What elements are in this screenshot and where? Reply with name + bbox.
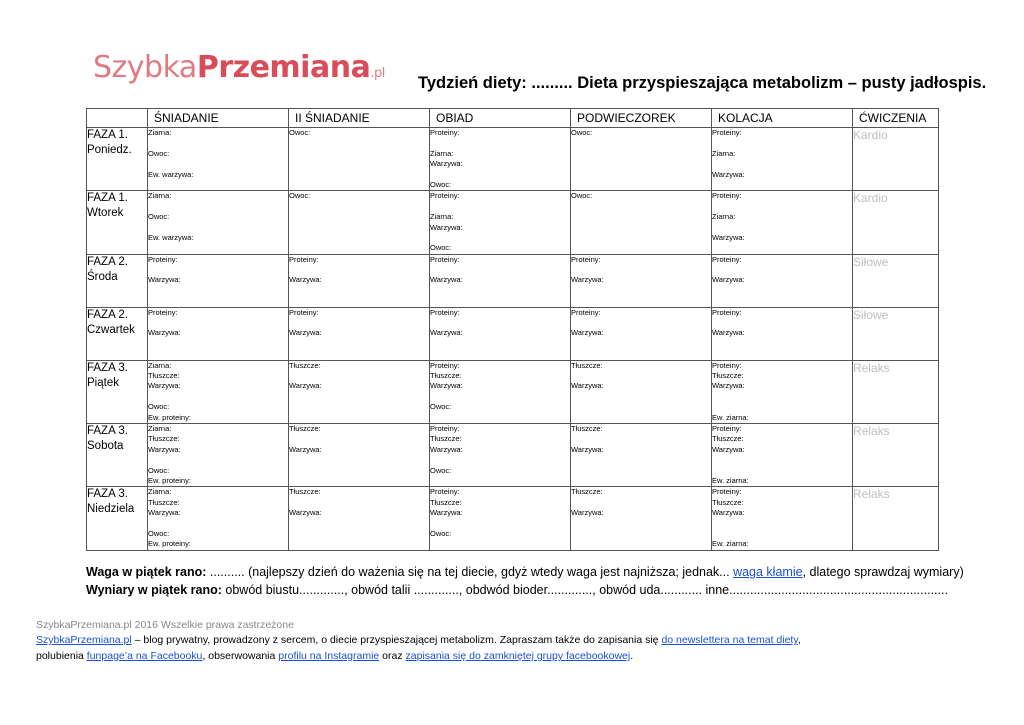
- footer-text: oraz: [379, 650, 406, 662]
- phase-label: FAZA 1.: [87, 192, 128, 205]
- meal-field-label: [712, 265, 852, 275]
- meal-field-label: Owoc:: [148, 402, 170, 412]
- meal-field-label: Warzywa:: [712, 169, 745, 179]
- meal-cell[interactable]: [289, 487, 430, 550]
- meal-field-label: [148, 392, 288, 402]
- meal-field-label: Warzywa:: [148, 275, 181, 285]
- meal-cell[interactable]: [571, 360, 712, 423]
- meal-field-label: [571, 498, 711, 508]
- meal-field-label: [712, 402, 852, 412]
- meal-cell[interactable]: [712, 487, 853, 550]
- meal-field-label: Proteiny:: [430, 424, 460, 434]
- meal-field-label: Warzywa:: [148, 444, 181, 454]
- meal-field-label: [571, 434, 711, 444]
- meal-cell[interactable]: [712, 254, 853, 307]
- meal-field-label: [430, 138, 570, 148]
- meal-cell[interactable]: [289, 254, 430, 307]
- meal-field-label: Warzywa:: [430, 159, 463, 169]
- meal-cell[interactable]: [430, 360, 571, 423]
- meal-field-label: Owoc:: [571, 128, 593, 137]
- meal-field-label: Warzywa:: [571, 444, 604, 454]
- meal-field-label: Tłuszcze:: [148, 371, 180, 381]
- meal-field-label: [148, 455, 288, 465]
- meal-field-label: [148, 138, 288, 148]
- meal-field-label: Ziarna:: [712, 148, 736, 158]
- meal-field-label: Proteiny:: [430, 307, 460, 317]
- meal-cell[interactable]: [289, 191, 430, 254]
- meal-field-label: Warzywa:: [430, 444, 463, 454]
- meal-cell[interactable]: [712, 424, 853, 487]
- footer-text: – blog prywatny, prowadzony z sercem, o diecie przyspieszającej metabolizm. Zapraszam także do zapisania się: [131, 634, 662, 646]
- phase-label: FAZA 2.: [87, 255, 128, 268]
- meal-field-label: [571, 265, 711, 275]
- meal-field-label: [712, 455, 852, 465]
- meal-field-label: Proteiny:: [430, 487, 460, 497]
- meal-field-label: Proteiny:: [430, 191, 460, 201]
- meal-cell[interactable]: [430, 128, 571, 191]
- site-link[interactable]: SzybkaPrzemiana.pl: [36, 634, 132, 646]
- day-cell: [87, 487, 148, 550]
- weight-line: [86, 565, 964, 579]
- footer-copyright: SzybkaPrzemiana.pl 2016 Wszelkie prawa zastrzeżone: [36, 619, 294, 631]
- meal-field-label: Tłuszcze:: [148, 434, 180, 444]
- meal-field-label: Ew. ziarna:: [712, 475, 749, 485]
- exercise-cell[interactable]: Kardio: [853, 191, 939, 254]
- meal-cell[interactable]: [148, 487, 289, 550]
- meal-field-label: Warzywa:: [712, 381, 745, 391]
- meal-field-label: [430, 392, 570, 402]
- meal-field-label: [430, 233, 570, 243]
- meal-cell[interactable]: [571, 128, 712, 191]
- newsletter-link[interactable]: do newslettera na temat diety: [661, 634, 798, 646]
- meal-field-label: Proteiny:: [712, 191, 742, 201]
- meal-cell[interactable]: [430, 307, 571, 360]
- meal-cell[interactable]: [148, 424, 289, 487]
- meal-field-label: Warzywa:: [712, 232, 745, 242]
- meal-field-label: Warzywa:: [430, 275, 463, 285]
- meal-field-label: [712, 392, 852, 402]
- meal-field-label: Tłuszcze:: [712, 371, 744, 381]
- logo-part-1: Szybka: [93, 50, 197, 85]
- meal-field-label: Tłuszcze:: [289, 360, 321, 370]
- logo-part-2: Przemiana: [196, 50, 371, 85]
- waga-klamie-link[interactable]: waga kłamie: [733, 565, 803, 579]
- meal-field-label: Proteiny:: [712, 360, 742, 370]
- logo: [93, 50, 385, 85]
- meal-field-label: [430, 455, 570, 465]
- meal-field-label: Warzywa:: [289, 381, 322, 391]
- day-label: Środa: [87, 270, 118, 283]
- table-row: [87, 128, 939, 191]
- meal-field-label: Owoc:: [430, 465, 452, 475]
- meal-field-label: Owoc:: [430, 402, 452, 412]
- meal-cell[interactable]: [712, 360, 853, 423]
- column-header: PODWIECZOREK: [571, 109, 712, 128]
- meal-field-label: Owoc:: [430, 179, 452, 189]
- meal-field-label: Warzywa:: [289, 508, 322, 518]
- meal-cell[interactable]: [148, 128, 289, 191]
- page-title: Tydzień diety: ......... Dieta przyspieszająca metabolizm – pusty jadłospis.: [418, 74, 987, 92]
- meal-field-label: Warzywa:: [430, 328, 463, 338]
- meal-field-label: Ew. proteiny:: [148, 539, 191, 549]
- meal-field-label: Owoc:: [289, 128, 311, 137]
- meal-field-label: Warzywa:: [712, 508, 745, 518]
- meal-field-label: Tłuszcze:: [430, 371, 462, 381]
- meal-cell[interactable]: [571, 487, 712, 550]
- weight-label: Waga w piątek rano:: [86, 565, 207, 579]
- day-cell: [87, 191, 148, 254]
- meal-field-label: Tłuszcze:: [289, 487, 321, 497]
- footer-line-3: [36, 650, 633, 662]
- day-label: Piątek: [87, 376, 119, 389]
- meal-cell[interactable]: [712, 191, 853, 254]
- meal-field-label: Proteiny:: [430, 128, 460, 137]
- table-row: [87, 424, 939, 487]
- column-header: OBIAD: [430, 109, 571, 128]
- meal-field-label: [430, 519, 570, 529]
- facebook-group-link[interactable]: zapisania się do zamkniętej grupy facebookowej: [405, 650, 631, 662]
- meal-field-label: Warzywa:: [148, 328, 181, 338]
- meal-field-label: Ziarna:: [712, 212, 736, 222]
- measures-label: Wyniary w piątek rano:: [86, 583, 222, 597]
- column-header: II ŚNIADANIE: [289, 109, 430, 128]
- footer-punct: .: [630, 650, 634, 662]
- facebook-link[interactable]: funpage’a na Facebooku: [86, 650, 203, 662]
- column-header: KOLACJA: [712, 109, 853, 128]
- meal-cell[interactable]: [148, 254, 289, 307]
- meal-field-label: Owoc:: [148, 465, 170, 475]
- meal-field-label: [148, 159, 288, 169]
- day-label: Niedziela: [87, 503, 135, 516]
- meal-field-label: [430, 170, 570, 180]
- meal-field-label: Owoc:: [148, 212, 170, 222]
- meal-field-label: [712, 529, 852, 539]
- meal-field-label: Owoc:: [571, 191, 593, 201]
- meal-field-label: Tłuszcze:: [148, 497, 180, 507]
- meal-cell[interactable]: [430, 191, 571, 254]
- meal-field-label: Ziarna:: [430, 148, 454, 158]
- meal-field-label: Warzywa:: [148, 381, 181, 391]
- meal-field-label: Warzywa:: [148, 508, 181, 518]
- meal-field-label: [430, 265, 570, 275]
- column-header: ŚNIADANIE: [148, 109, 289, 128]
- meal-field-label: Warzywa:: [712, 328, 745, 338]
- meal-field-label: [148, 519, 288, 529]
- exercise-cell[interactable]: Relaks: [853, 487, 939, 550]
- meal-field-label: [712, 466, 852, 476]
- meal-field-label: [712, 138, 852, 148]
- meal-field-label: Ziarna:: [148, 487, 172, 497]
- day-label: Wtorek: [87, 207, 124, 220]
- meal-field-label: Ziarna:: [148, 424, 172, 434]
- meal-field-label: Proteiny:: [430, 254, 460, 264]
- meal-cell[interactable]: [148, 191, 289, 254]
- day-cell: [87, 360, 148, 423]
- meal-field-label: Ew. proteiny:: [148, 475, 191, 485]
- meal-field-label: Warzywa:: [571, 508, 604, 518]
- meal-field-label: [712, 202, 852, 212]
- meal-cell[interactable]: [712, 128, 853, 191]
- meal-field-label: Warzywa:: [289, 328, 322, 338]
- meal-cell[interactable]: [571, 307, 712, 360]
- meal-cell[interactable]: [289, 307, 430, 360]
- footer-punct: ,: [797, 634, 801, 646]
- meal-field-label: [712, 519, 852, 529]
- meal-field-label: [712, 318, 852, 328]
- meal-field-label: Owoc:: [148, 148, 170, 158]
- meal-field-label: Warzywa:: [430, 381, 463, 391]
- phase-label: FAZA 3.: [87, 425, 128, 438]
- meal-field-label: Warzywa:: [571, 328, 604, 338]
- meal-field-label: Warzywa:: [430, 508, 463, 518]
- table-row: [87, 191, 939, 254]
- day-cell: [87, 254, 148, 307]
- day-cell: [87, 307, 148, 360]
- measures-text: obwód biustu............., obwód talii ............., obdwód bioder............., obwód uda............ inne...............................................................: [221, 583, 948, 597]
- meal-field-label: Proteiny:: [148, 307, 178, 317]
- meal-field-label: [148, 265, 288, 275]
- meal-field-label: Proteiny:: [712, 254, 742, 264]
- column-header: [87, 109, 148, 128]
- meal-field-label: Warzywa:: [712, 444, 745, 454]
- meal-field-label: [148, 202, 288, 212]
- instagram-link[interactable]: profilu na Instagramie: [278, 650, 380, 662]
- exercise-cell[interactable]: Relaks: [853, 360, 939, 423]
- day-label: Sobota: [87, 440, 124, 453]
- meal-field-label: [289, 434, 429, 444]
- meal-field-label: [289, 318, 429, 328]
- meal-field-label: Ew. warzywa:: [148, 232, 194, 242]
- meal-field-label: Ziarna:: [148, 191, 172, 201]
- meal-cell[interactable]: [430, 254, 571, 307]
- table-header-row: [87, 109, 939, 128]
- meal-field-label: Owoc:: [430, 528, 452, 538]
- meal-cell[interactable]: [571, 254, 712, 307]
- meal-cell[interactable]: [571, 191, 712, 254]
- meal-field-label: Proteiny:: [712, 424, 742, 434]
- meal-field-label: Proteiny:: [571, 254, 601, 264]
- meal-field-label: Warzywa:: [712, 275, 745, 285]
- table-row: [87, 307, 939, 360]
- meal-field-label: [712, 159, 852, 169]
- meal-field-label: Proteiny:: [571, 307, 601, 317]
- meal-field-label: Warzywa:: [289, 444, 322, 454]
- table-row: [87, 254, 939, 307]
- meal-cell[interactable]: [430, 424, 571, 487]
- meal-cell[interactable]: [289, 128, 430, 191]
- meal-field-label: Tłuszcze:: [430, 434, 462, 444]
- exercise-cell[interactable]: Siłowe: [853, 307, 939, 360]
- phase-label: FAZA 1.: [87, 129, 128, 141]
- meal-field-label: Ziarna:: [430, 212, 454, 222]
- day-cell: [87, 424, 148, 487]
- meal-field-label: Proteiny:: [148, 254, 178, 264]
- phase-label: FAZA 3.: [87, 488, 128, 501]
- table-row: [87, 487, 939, 550]
- exercise-cell[interactable]: Siłowe: [853, 254, 939, 307]
- exercise-cell[interactable]: Relaks: [853, 424, 939, 487]
- meal-field-label: Ziarna:: [148, 128, 172, 137]
- meal-field-label: Ew. warzywa:: [148, 169, 194, 179]
- meal-field-label: [148, 223, 288, 233]
- meal-field-label: Warzywa:: [289, 275, 322, 285]
- day-label: Poniedz.: [87, 144, 132, 156]
- meal-field-label: [430, 318, 570, 328]
- logo-part-3: .pl: [370, 66, 385, 81]
- meal-cell[interactable]: [712, 307, 853, 360]
- meal-field-label: Ew. proteiny:: [148, 412, 191, 422]
- weight-text-end: , dlatego sprawdzaj wymiary): [802, 565, 964, 579]
- day-cell: [87, 128, 148, 191]
- meal-field-label: [289, 498, 429, 508]
- meal-field-label: Proteiny:: [712, 307, 742, 317]
- meal-field-label: [571, 371, 711, 381]
- phase-label: FAZA 3.: [87, 361, 128, 374]
- meal-cell[interactable]: [289, 360, 430, 423]
- table-row: [87, 360, 939, 423]
- meal-field-label: [148, 318, 288, 328]
- meal-field-label: Tłuszcze:: [571, 360, 603, 370]
- meal-field-label: [430, 202, 570, 212]
- meal-field-label: [289, 265, 429, 275]
- meal-field-label: Proteiny:: [289, 307, 319, 317]
- meal-field-label: Proteiny:: [289, 254, 319, 264]
- phase-label: FAZA 2.: [87, 308, 128, 321]
- measures-line: [86, 583, 948, 597]
- meal-field-label: [289, 371, 429, 381]
- meal-field-label: Tłuszcze:: [571, 487, 603, 497]
- meal-field-label: Tłuszcze:: [571, 424, 603, 434]
- meal-cell[interactable]: [148, 360, 289, 423]
- meal-cell[interactable]: [430, 487, 571, 550]
- meal-field-label: Tłuszcze:: [712, 497, 744, 507]
- weight-text: .......... (najlepszy dzień do ważenia się na tej diecie, gdyż wtedy waga jest najniższa; jednak...: [206, 565, 734, 579]
- meal-field-label: Owoc:: [430, 243, 452, 253]
- meal-field-label: [712, 223, 852, 233]
- meal-field-label: Tłuszcze:: [289, 424, 321, 434]
- footer-text: , obserwowania: [202, 650, 279, 662]
- meal-field-label: Proteiny:: [712, 487, 742, 497]
- meal-field-label: Tłuszcze:: [712, 434, 744, 444]
- exercise-cell[interactable]: Kardio: [853, 128, 939, 191]
- meal-field-label: Tłuszcze:: [430, 497, 462, 507]
- meal-field-label: Warzywa:: [571, 275, 604, 285]
- meal-field-label: Warzywa:: [571, 381, 604, 391]
- column-header: ĆWICZENIA: [853, 109, 939, 128]
- meal-cell[interactable]: [289, 424, 430, 487]
- meal-field-label: Proteiny:: [430, 360, 460, 370]
- footer-line-2: [36, 634, 801, 646]
- meal-cell[interactable]: [148, 307, 289, 360]
- meal-field-label: Warzywa:: [430, 222, 463, 232]
- meal-plan-table: [86, 108, 939, 551]
- meal-field-label: Owoc:: [148, 528, 170, 538]
- meal-field-label: Owoc:: [289, 191, 311, 201]
- meal-field-label: Ew. ziarna:: [712, 539, 749, 549]
- meal-field-label: Proteiny:: [712, 128, 742, 137]
- meal-field-label: Ziarna:: [148, 360, 172, 370]
- day-label: Czwartek: [87, 323, 135, 336]
- meal-field-label: Ew. ziarna:: [712, 412, 749, 422]
- meal-field-label: [571, 318, 711, 328]
- meal-cell[interactable]: [571, 424, 712, 487]
- footer-text: polubienia: [36, 650, 87, 662]
